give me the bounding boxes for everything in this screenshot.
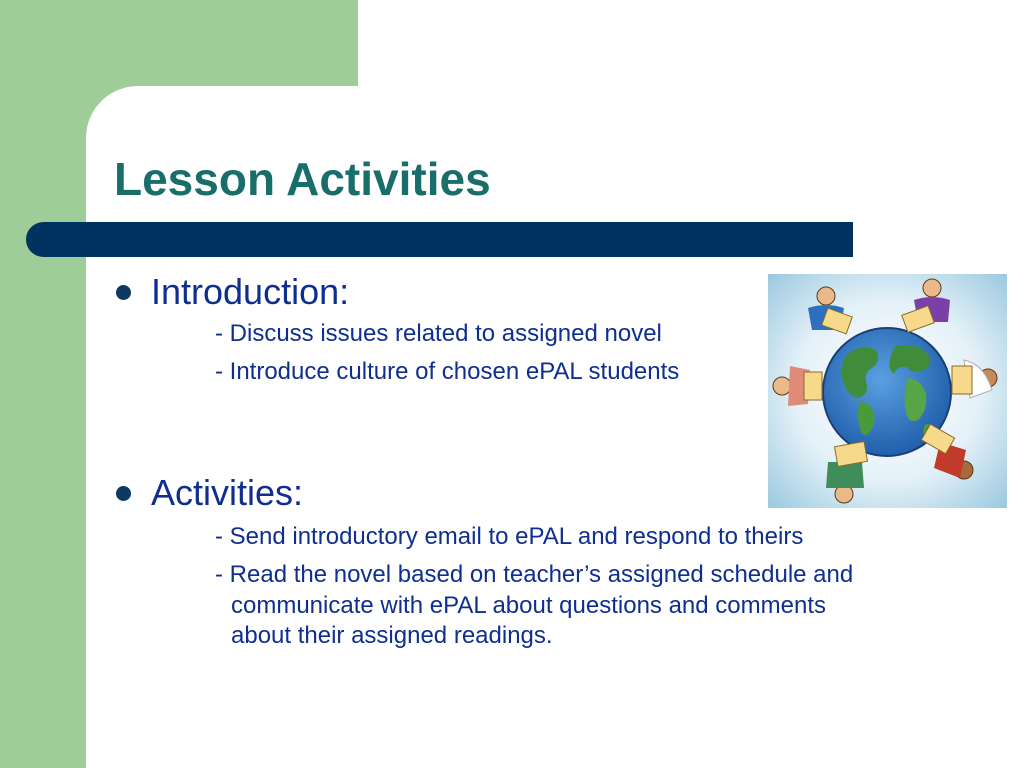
slide-title: Lesson Activities xyxy=(114,153,491,205)
introduction-item-1: - Discuss issues related to assigned novel xyxy=(215,320,662,347)
globe-with-students-icon xyxy=(768,274,1007,508)
bullet-icon xyxy=(116,285,131,300)
activities-item-1: - Send introductory email to ePAL and respond to theirs xyxy=(215,523,804,550)
title-underline-bar xyxy=(26,222,853,257)
activities-item-2-cont: communicate with ePAL about questions and comments xyxy=(231,592,826,619)
activities-item-2-cont-2: about their assigned readings. xyxy=(231,622,553,649)
introduction-item-2: - Introduce culture of chosen ePAL students xyxy=(215,358,680,385)
section-heading-introduction: Introduction: xyxy=(151,271,350,312)
activities-item-2: - Read the novel based on teacher’s assigned schedule and xyxy=(215,561,854,588)
section-heading-activities: Activities: xyxy=(151,472,304,513)
bullet-icon xyxy=(116,486,131,501)
